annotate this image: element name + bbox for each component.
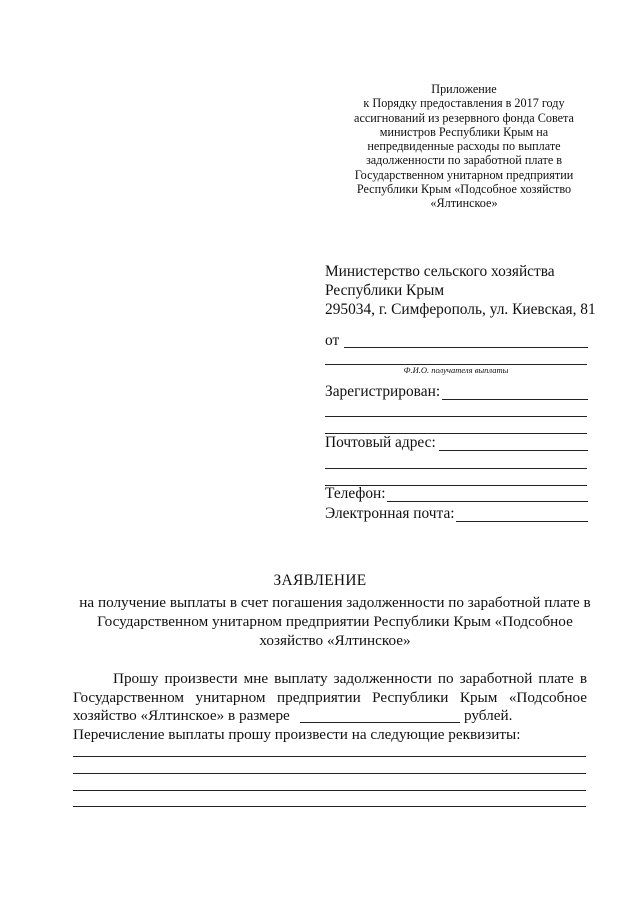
appendix-line: задолженности по заработной плате в (365, 153, 563, 168)
amount-input-line[interactable] (300, 722, 460, 723)
statement-subtitle (60, 593, 610, 650)
phone-input-line[interactable] (387, 501, 588, 502)
requisites-input-line-4[interactable] (73, 806, 586, 807)
from-input-line[interactable] (344, 347, 588, 348)
subtitle-line: на получение выплаты в счет погашения задолженности по заработной плате в (79, 594, 591, 611)
email-input-line[interactable] (456, 521, 588, 522)
subtitle-line: хозяйство «Ялтинское» (259, 632, 411, 649)
appendix-line: Приложение (431, 82, 497, 96)
appendix-line: Государственном унитарном предприятии (354, 167, 574, 182)
addressee-line: Министерство сельского хозяйства (325, 263, 555, 280)
appendix-block (340, 82, 588, 211)
appendix-line: министров Республики Крым на (379, 124, 549, 139)
addressee-line: Республики Крым (325, 282, 445, 299)
appendix-line: непредвиденные расходы по выплате (367, 139, 561, 154)
appendix-line: ассигнований из резервного фонда Совета (354, 110, 574, 125)
fio-caption: Ф.И.О. получателя выплаты (403, 365, 509, 375)
postal-label: Почтовый адрес: (325, 434, 436, 451)
appendix-line: Республики Крым «Подсобное хозяйство (356, 182, 572, 197)
requisites-input-line-3[interactable] (73, 790, 586, 791)
registered-input-line-2[interactable] (325, 416, 587, 417)
postal-input-line-2[interactable] (325, 468, 587, 469)
registered-input-line[interactable] (442, 399, 588, 400)
appendix-line: «Ялтинское» (430, 196, 498, 211)
registered-label: Зарегистрирован: (325, 383, 441, 400)
paragraph-line-3-start: хозяйство «Ялтинское» в размере (73, 707, 290, 724)
paragraph-line-2: Государственном унитарном предприятии Республики Крым «Подсобное (73, 689, 587, 706)
requisites-line: Перечисление выплаты прошу произвести на следующие реквизиты: (73, 726, 521, 743)
postal-input-line[interactable] (439, 450, 588, 451)
addressee-block (325, 262, 596, 319)
phone-label: Телефон: (325, 485, 386, 502)
paragraph-line-3-end: рублей. (464, 707, 513, 724)
paragraph-line-1: Прошу произвести мне выплату задолженности по заработной плате в (113, 670, 587, 687)
requisites-input-line-1[interactable] (73, 756, 586, 757)
statement-title: ЗАЯВЛЕНИЕ (273, 572, 367, 589)
addressee-line: 295034, г. Симферополь, ул. Киевская, 81 (325, 301, 596, 318)
subtitle-line: Государственном унитарном предприятии Республики Крым «Подсобное (97, 613, 573, 630)
from-label: от (325, 332, 340, 349)
email-label: Электронная почта: (325, 505, 455, 522)
appendix-line: к Порядку предоставления в 2017 году (363, 96, 565, 111)
requisites-input-line-2[interactable] (73, 773, 586, 774)
